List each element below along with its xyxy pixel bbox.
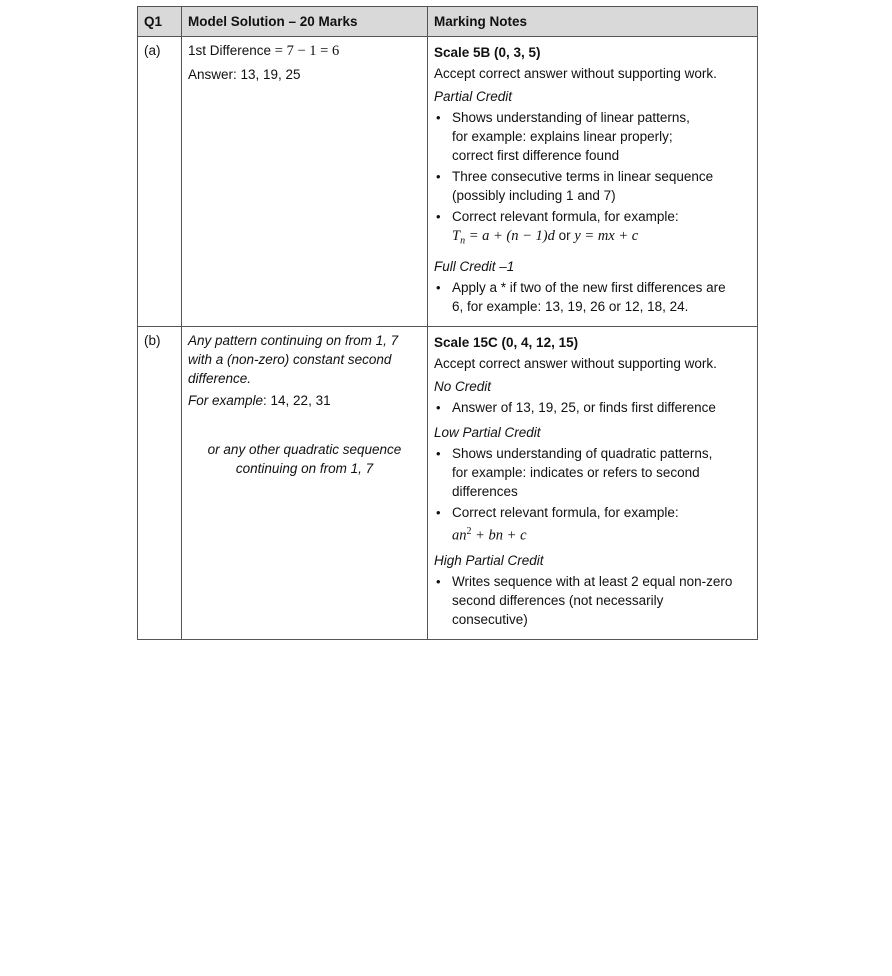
- part-b-scale: Scale 15C (0, 4, 12, 15): [434, 334, 579, 350]
- part-b-accept: Accept correct answer without supporting work.: [434, 355, 717, 371]
- part-b-no-credit-list: [434, 398, 751, 417]
- list-item: • Writes sequence with at least 2 equal non-zero second differences (not necessarily consecutive): [434, 572, 751, 629]
- list-item: • Correct relevant formula, for example: $T_n = a + (n - 1)d$ or y = mx + c: [434, 207, 751, 251]
- header-question: Q1: [138, 7, 182, 37]
- part-b-high-partial-title: High Partial Credit: [434, 553, 544, 569]
- part-a-label: (a): [138, 37, 182, 327]
- part-a-first-difference: 1st Difference = 7 − 1 = 6: [188, 43, 340, 59]
- list-item: • Answer of 13, 19, 25, or finds first difference: [434, 398, 751, 417]
- part-a-solution: [182, 37, 428, 327]
- part-b-example: For example: 14, 22, 31: [188, 392, 331, 408]
- part-b-notes: [428, 326, 758, 640]
- part-b-formula: $an^2$ + bn + c: [452, 525, 527, 544]
- header-row: [138, 7, 758, 37]
- header-model-solution: Model Solution – 20 Marks: [182, 7, 428, 37]
- part-a-answer: Answer: 13, 19, 25: [188, 67, 301, 82]
- list-item: • Shows understanding of linear patterns, for example: explains linear properly; correct first difference found: [434, 108, 751, 165]
- list-item: • Three consecutive terms in linear sequence (possibly including 1 and 7): [434, 167, 751, 205]
- header-marking-notes: Marking Notes: [428, 7, 758, 37]
- part-a-row: [138, 37, 758, 327]
- part-b-alternative: or any other quadratic sequence continuing on from 1, 7: [207, 441, 402, 476]
- part-a-notes: [428, 37, 758, 327]
- list-item: • Correct relevant formula, for example: $an^2$ + bn + c: [434, 503, 751, 546]
- part-b-low-partial-list: [434, 444, 751, 546]
- part-b-solution: [182, 326, 428, 640]
- part-a-full-title: Full Credit –1: [434, 258, 515, 274]
- part-b-low-partial-title: Low Partial Credit: [434, 424, 541, 440]
- part-a-formula: $T_n = a + (n - 1)d$ or y = mx + c: [452, 228, 639, 247]
- list-item: • Apply a * if two of the new first differences are 6, for example: 13, 19, 26 or 12, 18, 24.: [434, 278, 751, 316]
- part-b-pattern-text: Any pattern continuing on from 1, 7 with a (non-zero) constant second difference.: [188, 332, 399, 386]
- part-b-row: [138, 326, 758, 640]
- marking-scheme-table: [137, 6, 758, 640]
- part-a-scale: Scale 5B (0, 3, 5): [434, 45, 541, 60]
- part-b-high-partial-list: [434, 572, 751, 629]
- list-item: • Shows understanding of quadratic patterns, for example: indicates or refers to second differences: [434, 444, 751, 501]
- part-a-accept: Accept correct answer without supporting work.: [434, 66, 717, 81]
- part-b-label: (b): [138, 326, 182, 640]
- part-a-partial-list: [434, 108, 751, 251]
- part-a-partial-title: Partial Credit: [434, 89, 513, 104]
- part-b-no-credit-title: No Credit: [434, 378, 492, 394]
- part-a-full-list: [434, 278, 751, 316]
